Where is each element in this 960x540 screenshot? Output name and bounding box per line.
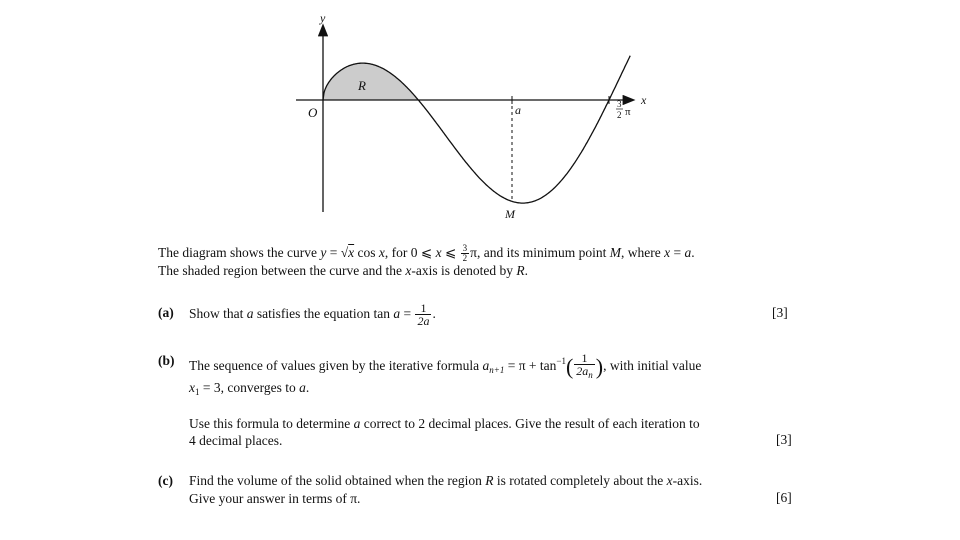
- var-M: M: [609, 245, 621, 260]
- question-text: = 3, converges to: [199, 380, 300, 395]
- y-axis-label: y: [320, 11, 326, 25]
- part-b-para2-line2: 4 decimal places.: [189, 433, 283, 448]
- cos-text: cos: [354, 245, 379, 260]
- shaded-region-R: [323, 63, 418, 100]
- curve-diagram: [0, 0, 960, 240]
- var-a: a: [393, 306, 401, 321]
- for-text: , for 0 ⩽: [384, 245, 436, 260]
- part-b-label: (b): [158, 353, 175, 368]
- question-text: Show that: [189, 306, 247, 321]
- var-a: a: [482, 358, 490, 373]
- three-halves-fraction: $\frac{3}{2}$: [462, 243, 468, 264]
- question-text: satisfies the equation tan: [253, 306, 394, 321]
- formula-text: = π + tan: [504, 358, 557, 373]
- intro-line-2: [158, 262, 528, 280]
- left-paren: (: [565, 353, 574, 379]
- var-x: x: [664, 245, 671, 260]
- subscript-n: n: [588, 370, 593, 381]
- question-text: , with initial value: [603, 358, 702, 373]
- min-point-label: M: [505, 207, 515, 221]
- question-text: -axis.: [672, 473, 703, 488]
- pi-symbol: π: [470, 245, 477, 260]
- den-2a: 2a: [576, 364, 589, 379]
- leq-text: ⩽: [441, 245, 460, 260]
- part-b-initial-line: [189, 379, 309, 401]
- var-R: R: [516, 263, 525, 278]
- part-c-marks: [6]: [776, 490, 792, 505]
- part-b-marks: [3]: [776, 432, 792, 447]
- subscript-n-plus-1: n+1: [489, 365, 505, 375]
- var-x: x: [189, 380, 195, 395]
- part-b-para2-line1: [189, 415, 700, 433]
- superscript-minus-1: −1: [556, 356, 566, 366]
- intro-text: , where: [620, 245, 665, 260]
- var-x: x: [348, 245, 355, 260]
- subscript-1: 1: [195, 387, 200, 397]
- question-text: Use this formula to determine: [189, 416, 354, 431]
- var-x: x: [405, 263, 412, 278]
- one-over-2an-fraction: $\frac{1}{2a_n}$: [576, 351, 593, 381]
- question-text: is rotated completely about the: [493, 473, 667, 488]
- question-text: The sequence of values given by the iterative formula: [189, 358, 483, 373]
- eq-sign: =: [670, 245, 685, 260]
- part-a-marks: [3]: [772, 305, 788, 320]
- intro-text: The shaded region between the curve and the: [158, 263, 406, 278]
- end-label-num: 3: [617, 99, 622, 109]
- end-label-pi: π: [625, 106, 631, 118]
- var-a: a: [299, 380, 306, 395]
- part-c-line2: Give your answer in terms of π.: [189, 491, 361, 506]
- period: .: [305, 380, 310, 395]
- var-a: a: [246, 306, 254, 321]
- period: .: [691, 245, 695, 260]
- intro-line-1: [158, 244, 695, 263]
- a-label: a: [515, 103, 521, 117]
- intro-text: , and its minimum point: [476, 245, 610, 260]
- question-text: Find the volume of the solid obtained when the region: [189, 473, 486, 488]
- var-y: y: [320, 245, 327, 260]
- var-R: R: [485, 473, 494, 488]
- period: .: [524, 263, 529, 278]
- region-label: R: [358, 78, 366, 93]
- part-c-line1: [189, 472, 702, 490]
- var-a: a: [684, 245, 692, 260]
- var-a: a: [353, 416, 361, 431]
- intro-text: The diagram shows the curve: [158, 245, 321, 260]
- part-a-question: [189, 297, 436, 331]
- var-x: x: [378, 245, 385, 260]
- x-axis-label: x: [641, 93, 647, 107]
- eq-sign: =: [400, 306, 415, 321]
- intro-text: -axis is denoted by: [411, 263, 517, 278]
- one-over-2a-fraction: $\frac{1}{2a}$: [417, 301, 430, 329]
- right-paren: ): [595, 353, 604, 379]
- part-c-label: (c): [158, 473, 173, 488]
- question-text: correct to 2 decimal places. Give the result of each iteration to: [360, 416, 700, 431]
- origin-label: O: [308, 105, 318, 120]
- var-x: x: [435, 245, 442, 260]
- end-label-den: 2: [617, 110, 622, 120]
- sqrt-sign: √: [340, 245, 349, 260]
- part-a-label: (a): [158, 305, 174, 320]
- eq-sign: =: [326, 245, 341, 260]
- var-x: x: [666, 473, 673, 488]
- period: .: [432, 306, 436, 321]
